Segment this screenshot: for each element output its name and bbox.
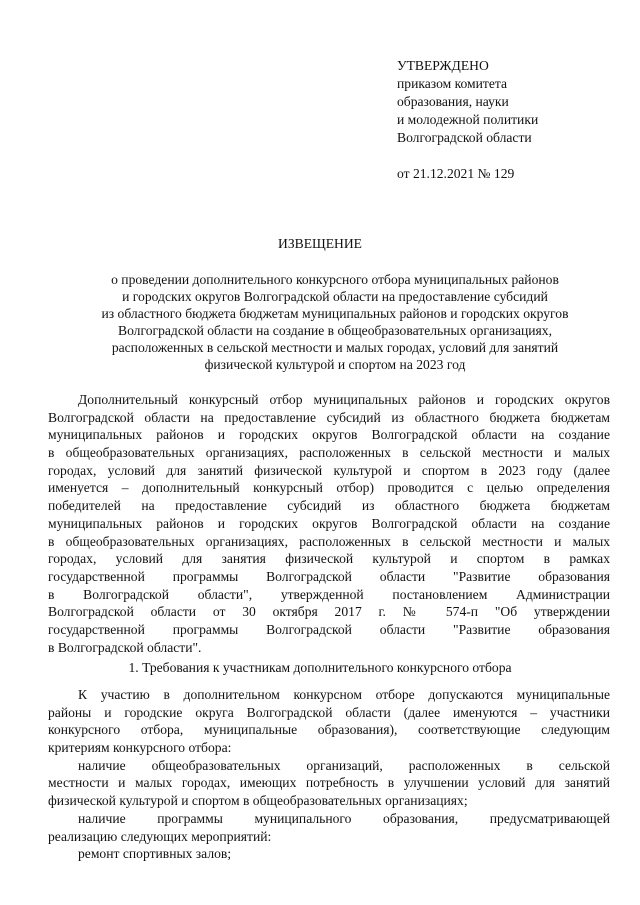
criterion-line: местности и малых городах, имеющих потребность в улучшении условий для занятий [48,775,610,791]
subject-line: и городских округов Волгоградской области на предоставление субсидий [122,289,548,304]
text-line: государственной программы Волгоградской области "Развитие образования [48,621,610,637]
subject-line: Волгоградской области на создание в общеобразовательных организациях, [118,323,552,338]
order-date-number: от 21.12.2021 № 129 [397,166,515,181]
section-heading: 1. Требования к участникам дополнительного конкурсного отбора [128,660,512,675]
text-line: муниципальных районов и городских округов Волгоградской области на создание [48,427,610,443]
text-line: в общеобразовательных организациях, расположенных в сельской местности и малых [48,445,610,461]
subject-line: о проведении дополнительного конкурсного отбора муниципальных районов [111,272,559,287]
text-line: в общеобразовательных организациях, расположенных в сельской местности и малых [48,533,610,549]
criterion-line: наличие общеобразовательных организаций, расположенных в сельской [78,757,610,773]
approval-line: образования, науки [397,94,509,109]
approval-line: приказом комитета [397,76,508,91]
text-line: Дополнительный конкурсный отбор муниципальных районов и городских округов [78,392,610,407]
approval-line: Волгоградской области [397,130,532,145]
text-line: К участию в дополнительном конкурсном отборе допускаются муниципальные [78,687,610,702]
text-line: именуется – дополнительный конкурсный отбор) проводится с целью определения [48,480,610,496]
text-line: государственной программы Волгоградской области "Развитие образования [48,568,610,584]
text-line: муниципальных районов и городских округов Волгоградской области на создание [48,515,610,531]
text-line: в Волгоградской области", утвержденной постановлением Администрации [48,586,610,602]
text-line: Волгоградской области на предоставление субсидий из областного бюджета бюджетам [48,409,610,425]
criterion-line: реализацию следующих мероприятий: [48,828,272,844]
text-line: в Волгоградской области". [48,639,202,655]
approval-line: и молодежной политики [397,112,539,127]
criterion-line: наличие программы муниципального образования, предусматривающей [78,810,610,826]
notice-subject [40,271,630,373]
approval-line: УТВЕРЖДЕНО [397,58,489,73]
subject-line: физической культурой и спортом на 2023 год [204,357,466,372]
document-title: ИЗВЕЩЕНИЕ [278,236,362,251]
measure-item: ремонт спортивных залов; [78,846,232,862]
criterion-line: физической культурой и спортом в общеобразовательных организациях; [48,793,468,809]
subject-line: расположенных в сельской местности и малых городах, условий для занятий [111,340,559,355]
approval-stamp [397,57,627,183]
text-line: районы и городские округа Волгоградской области (далее именуются – участники [48,704,610,720]
text-line: победителей на предоставление субсидий из областного бюджета бюджетам [48,498,610,514]
text-line: критериям конкурсного отбора: [48,740,232,756]
paragraph-intro [48,391,610,656]
text-line: городах, условий для занятия физической культурой и спортом в рамках [48,551,610,567]
subject-line: из областного бюджета бюджетам муниципальных районов и городских округов [101,306,569,321]
text-line: Волгоградской области от 30 октября 2017 г. № 574-п "Об утверждении [48,604,610,620]
text-line: городах, условий для занятий физической культурой и спортом в 2023 году (далее [48,462,610,478]
text-line: конкурсного отбора, муниципальные образования), соответствующие следующим [48,722,610,738]
section1-body [48,686,610,863]
